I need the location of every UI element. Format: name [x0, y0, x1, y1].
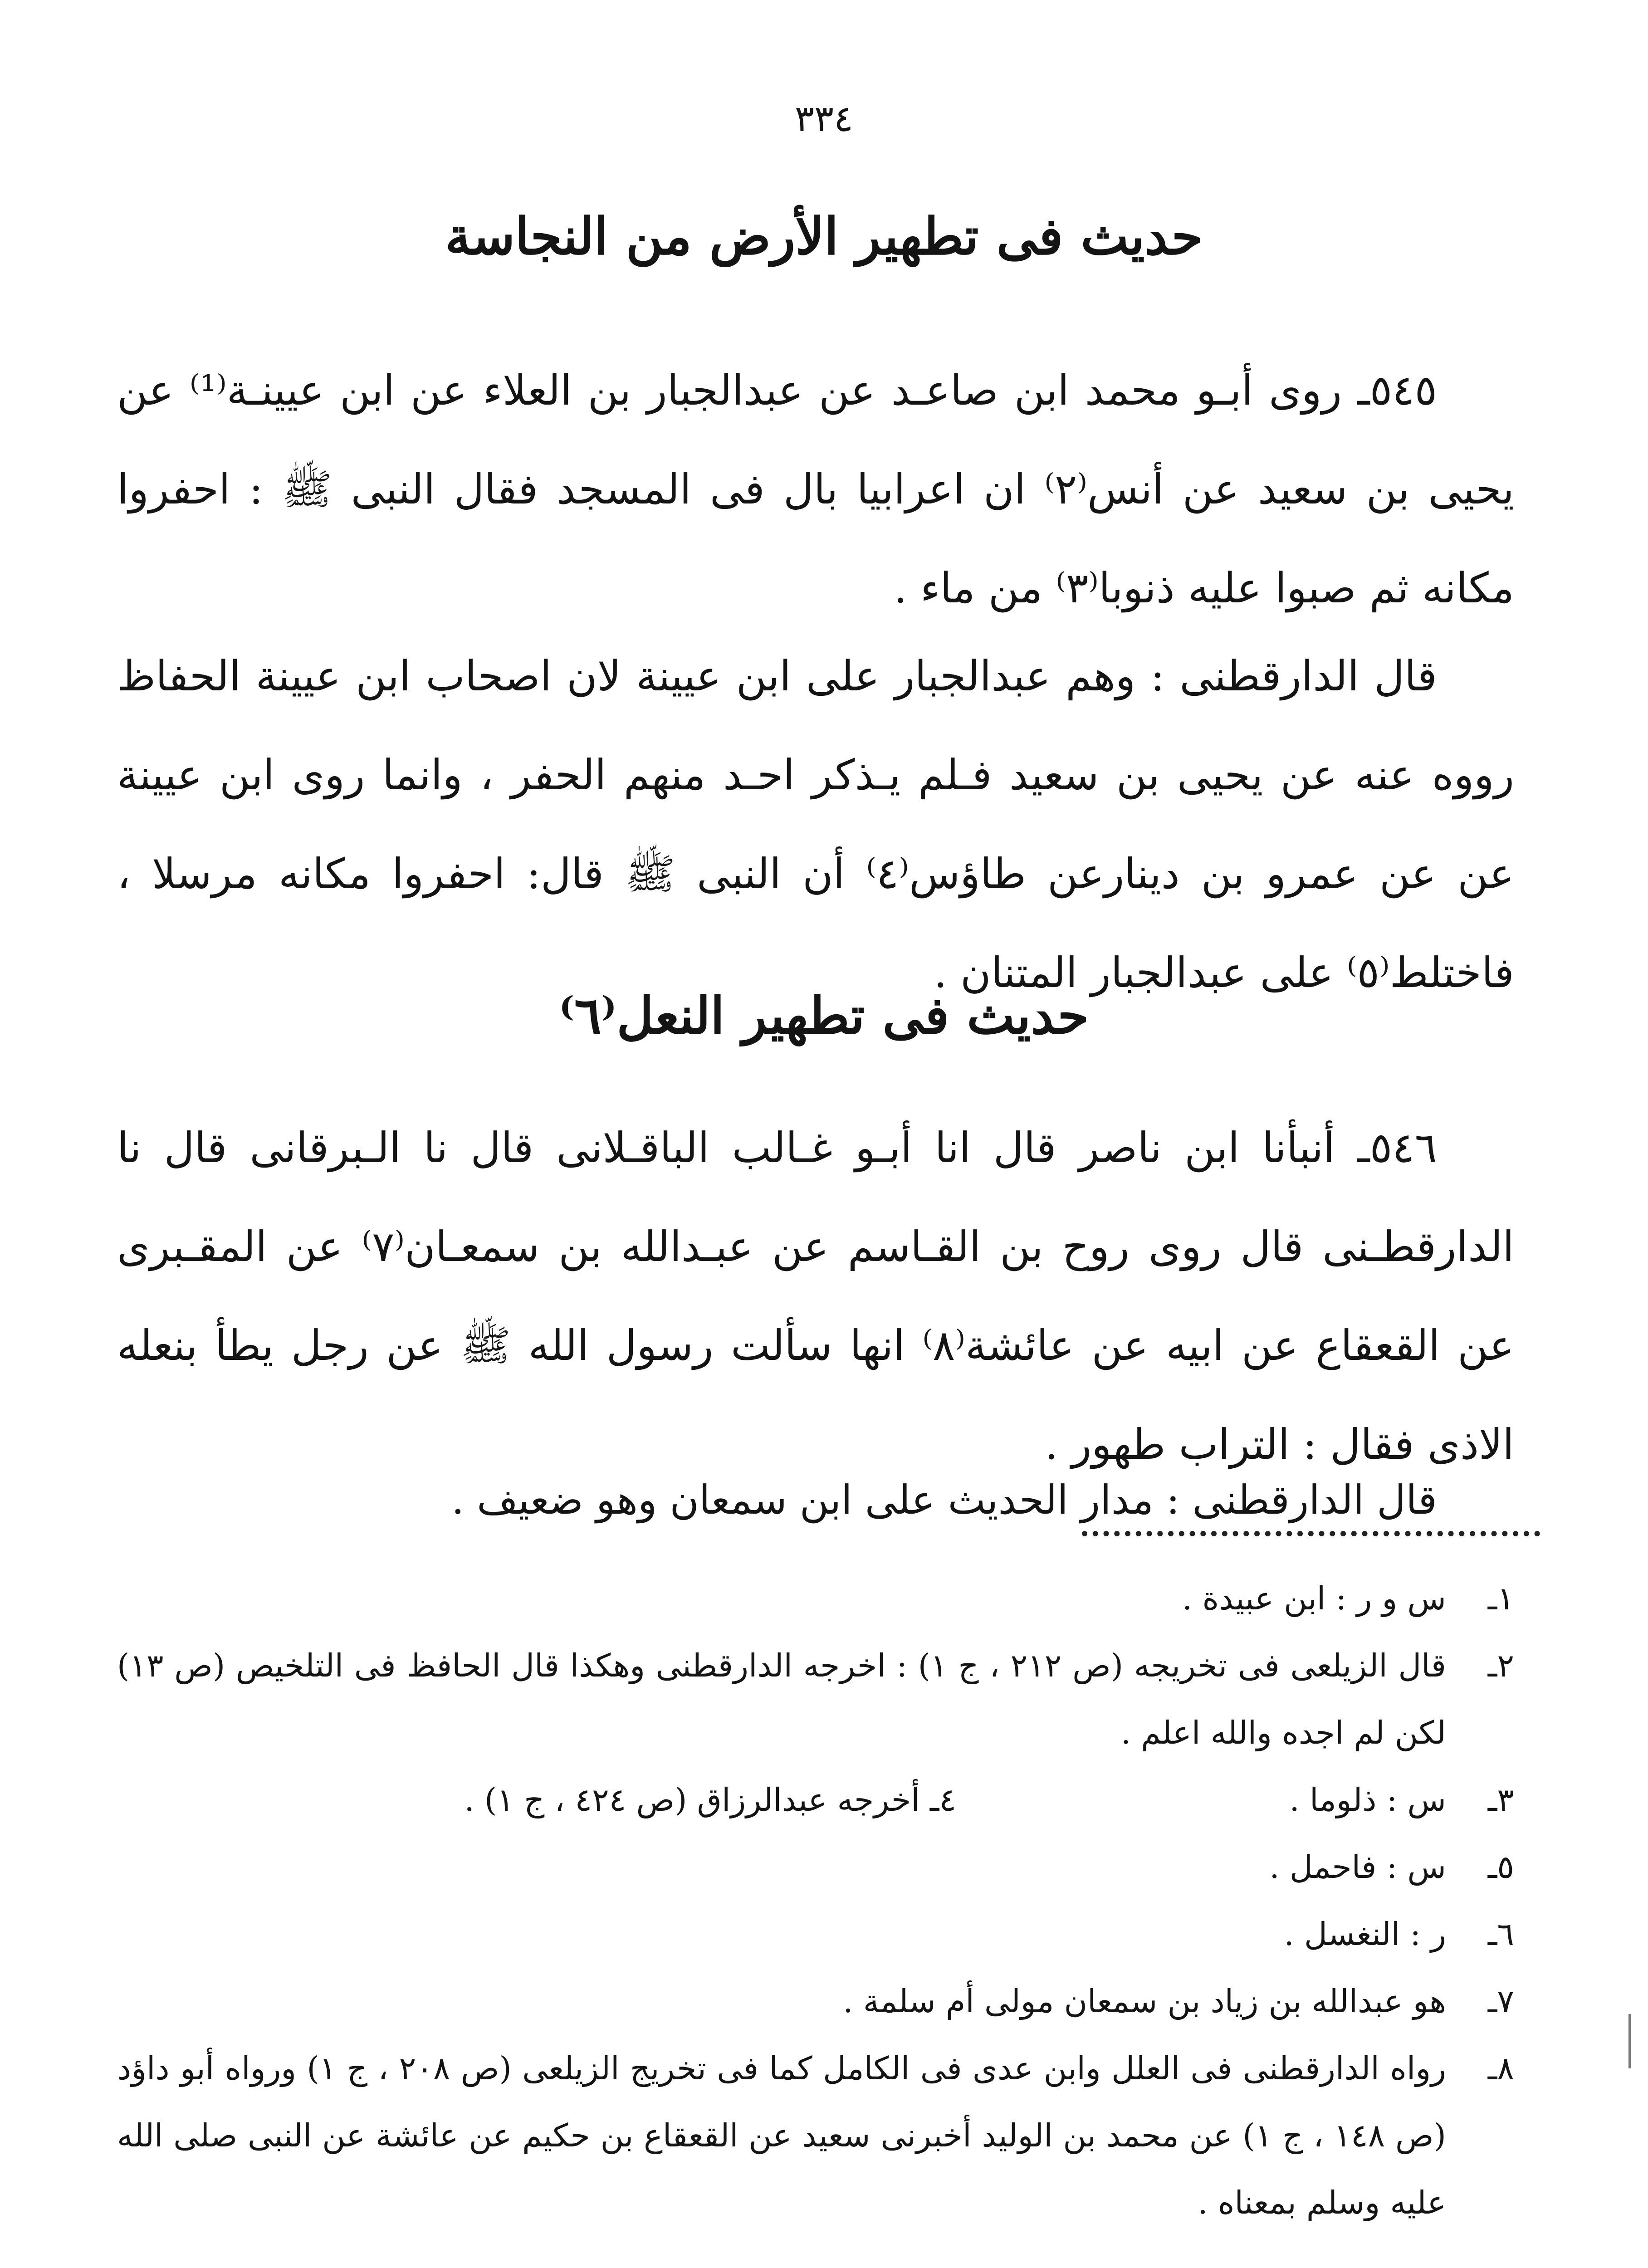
footnote-1 — [117, 1565, 1514, 1632]
footnote-4-inline: ٤ـ أخرجه عبدالرزاق (ص ٤٢٤ ، ج ١) . — [464, 1781, 956, 1818]
footnote-text: س و ر : ابن عبيدة . — [1182, 1580, 1446, 1617]
footnote-number: ٢ـ — [1487, 1647, 1514, 1684]
footnote-number: ٨ـ — [1487, 2050, 1514, 2087]
footnote-7 — [117, 1968, 1514, 2035]
footnote-5 — [117, 1833, 1514, 1901]
scan-margin-mark — [1628, 2014, 1631, 2068]
footnote-text: س : ذلوما . — [1289, 1781, 1446, 1818]
footnote-text: رواه الدارقطنى فى العلل وابن عدى فى الكامل كما فى تخريج الزيلعى (ص ٢٠٨ ، ج ١) ورواه أبو داؤد (ص ١٤٨ ، ج ١) عن محمد بن الوليد أخبرنى سعيد عن القعقاع بن حكيم عن عائشة عن النبى صلى الله عليه وسلم بمعناه . — [117, 2050, 1446, 2221]
footnote-number: ٣ـ — [1487, 1781, 1514, 1818]
daraqutni-comment-546: قال الدارقطنى : مدار الحديث على ابن سمعان وهو ضعيف . — [451, 1476, 1437, 1523]
hadith-546-paragraph: ٥٤٦ـ أنبأنا ابن ناصر قال انا أبـو غـالب الباقـلانى قال نا الـبرقانى قال نا الدارقطـنى قال روى روح بن القـاسم عن عبـدالله بن سمعـان⁽٧⁾ عن المقـبرى عن القعقاع عن ابيه عن عائشة⁽٨⁾ انها سألت رسول الله ﷺ عن رجل يطأ بنعله الاذى فقال : التراب طهور . — [117, 1124, 1514, 1469]
footnote-8 — [117, 2035, 1514, 2236]
footnote-text: ر : النغسل . — [1284, 1916, 1446, 1953]
footnote-2 — [117, 1632, 1514, 1766]
footnote-separator — [1082, 1531, 1540, 1536]
footnote-number: ٥ـ — [1487, 1848, 1514, 1886]
footnote-number: ١ـ — [1487, 1580, 1514, 1617]
footnotes-list — [117, 1565, 1514, 2236]
section-title-purifying-ground: حديث فى تطهير الأرض من النجاسة — [445, 207, 1203, 267]
page-number: ٣٣٤ — [795, 98, 853, 140]
hadith-545-paragraph: ٥٤٥ـ روى أبـو محمد ابن صاعـد عن عبدالجبار بن العلاء عن ابن عيينـة⁽¹⁾ عن يحيى بن سعيد عن أنس⁽٢⁾ ان اعرابيا بال فى المسجد فقال النبى ﷺ : احفروا مكانه ثم صبوا عليه ذنوبا⁽٣⁾ من ماء . — [117, 366, 1514, 612]
footnote-text: قال الزيلعى فى تخريجه (ص ٢١٢ ، ج ١) : اخرجه الدارقطنى وهكذا قال الحافظ فى التلخيص (ص ١٣) لكن لم اجده والله اعلم . — [117, 1647, 1447, 1751]
footnote-number: ٧ـ — [1487, 1983, 1514, 2020]
daraqutni-comment-545: قال الدارقطنى : وهم عبدالجبار على ابن عيينة لان اصحاب ابن عيينة الحفاظ رووه عنه عن يحيى بن سعيد فـلم يـذكر احـد منهم الحفر ، وانما روى ابن عيينة عن عن عمرو بن دينارعن طاؤس⁽٤⁾ أن النبى ﷺ قال: احفروا مكانه مرسلا ، فاختلط⁽٥⁾ على عبدالجبار المتنان . — [117, 652, 1514, 997]
section-title-purifying-sandal: حديث فى تطهير النعل⁽٦⁾ — [559, 986, 1089, 1046]
footnote-text: هو عبدالله بن زياد بن سمعان مولى أم سلمة . — [843, 1983, 1446, 2020]
footnote-number: ٦ـ — [1487, 1916, 1514, 1953]
footnote-text: س : فاحمل . — [1269, 1848, 1446, 1886]
footnote-3 — [117, 1766, 1514, 1833]
footnote-6 — [117, 1901, 1514, 1968]
